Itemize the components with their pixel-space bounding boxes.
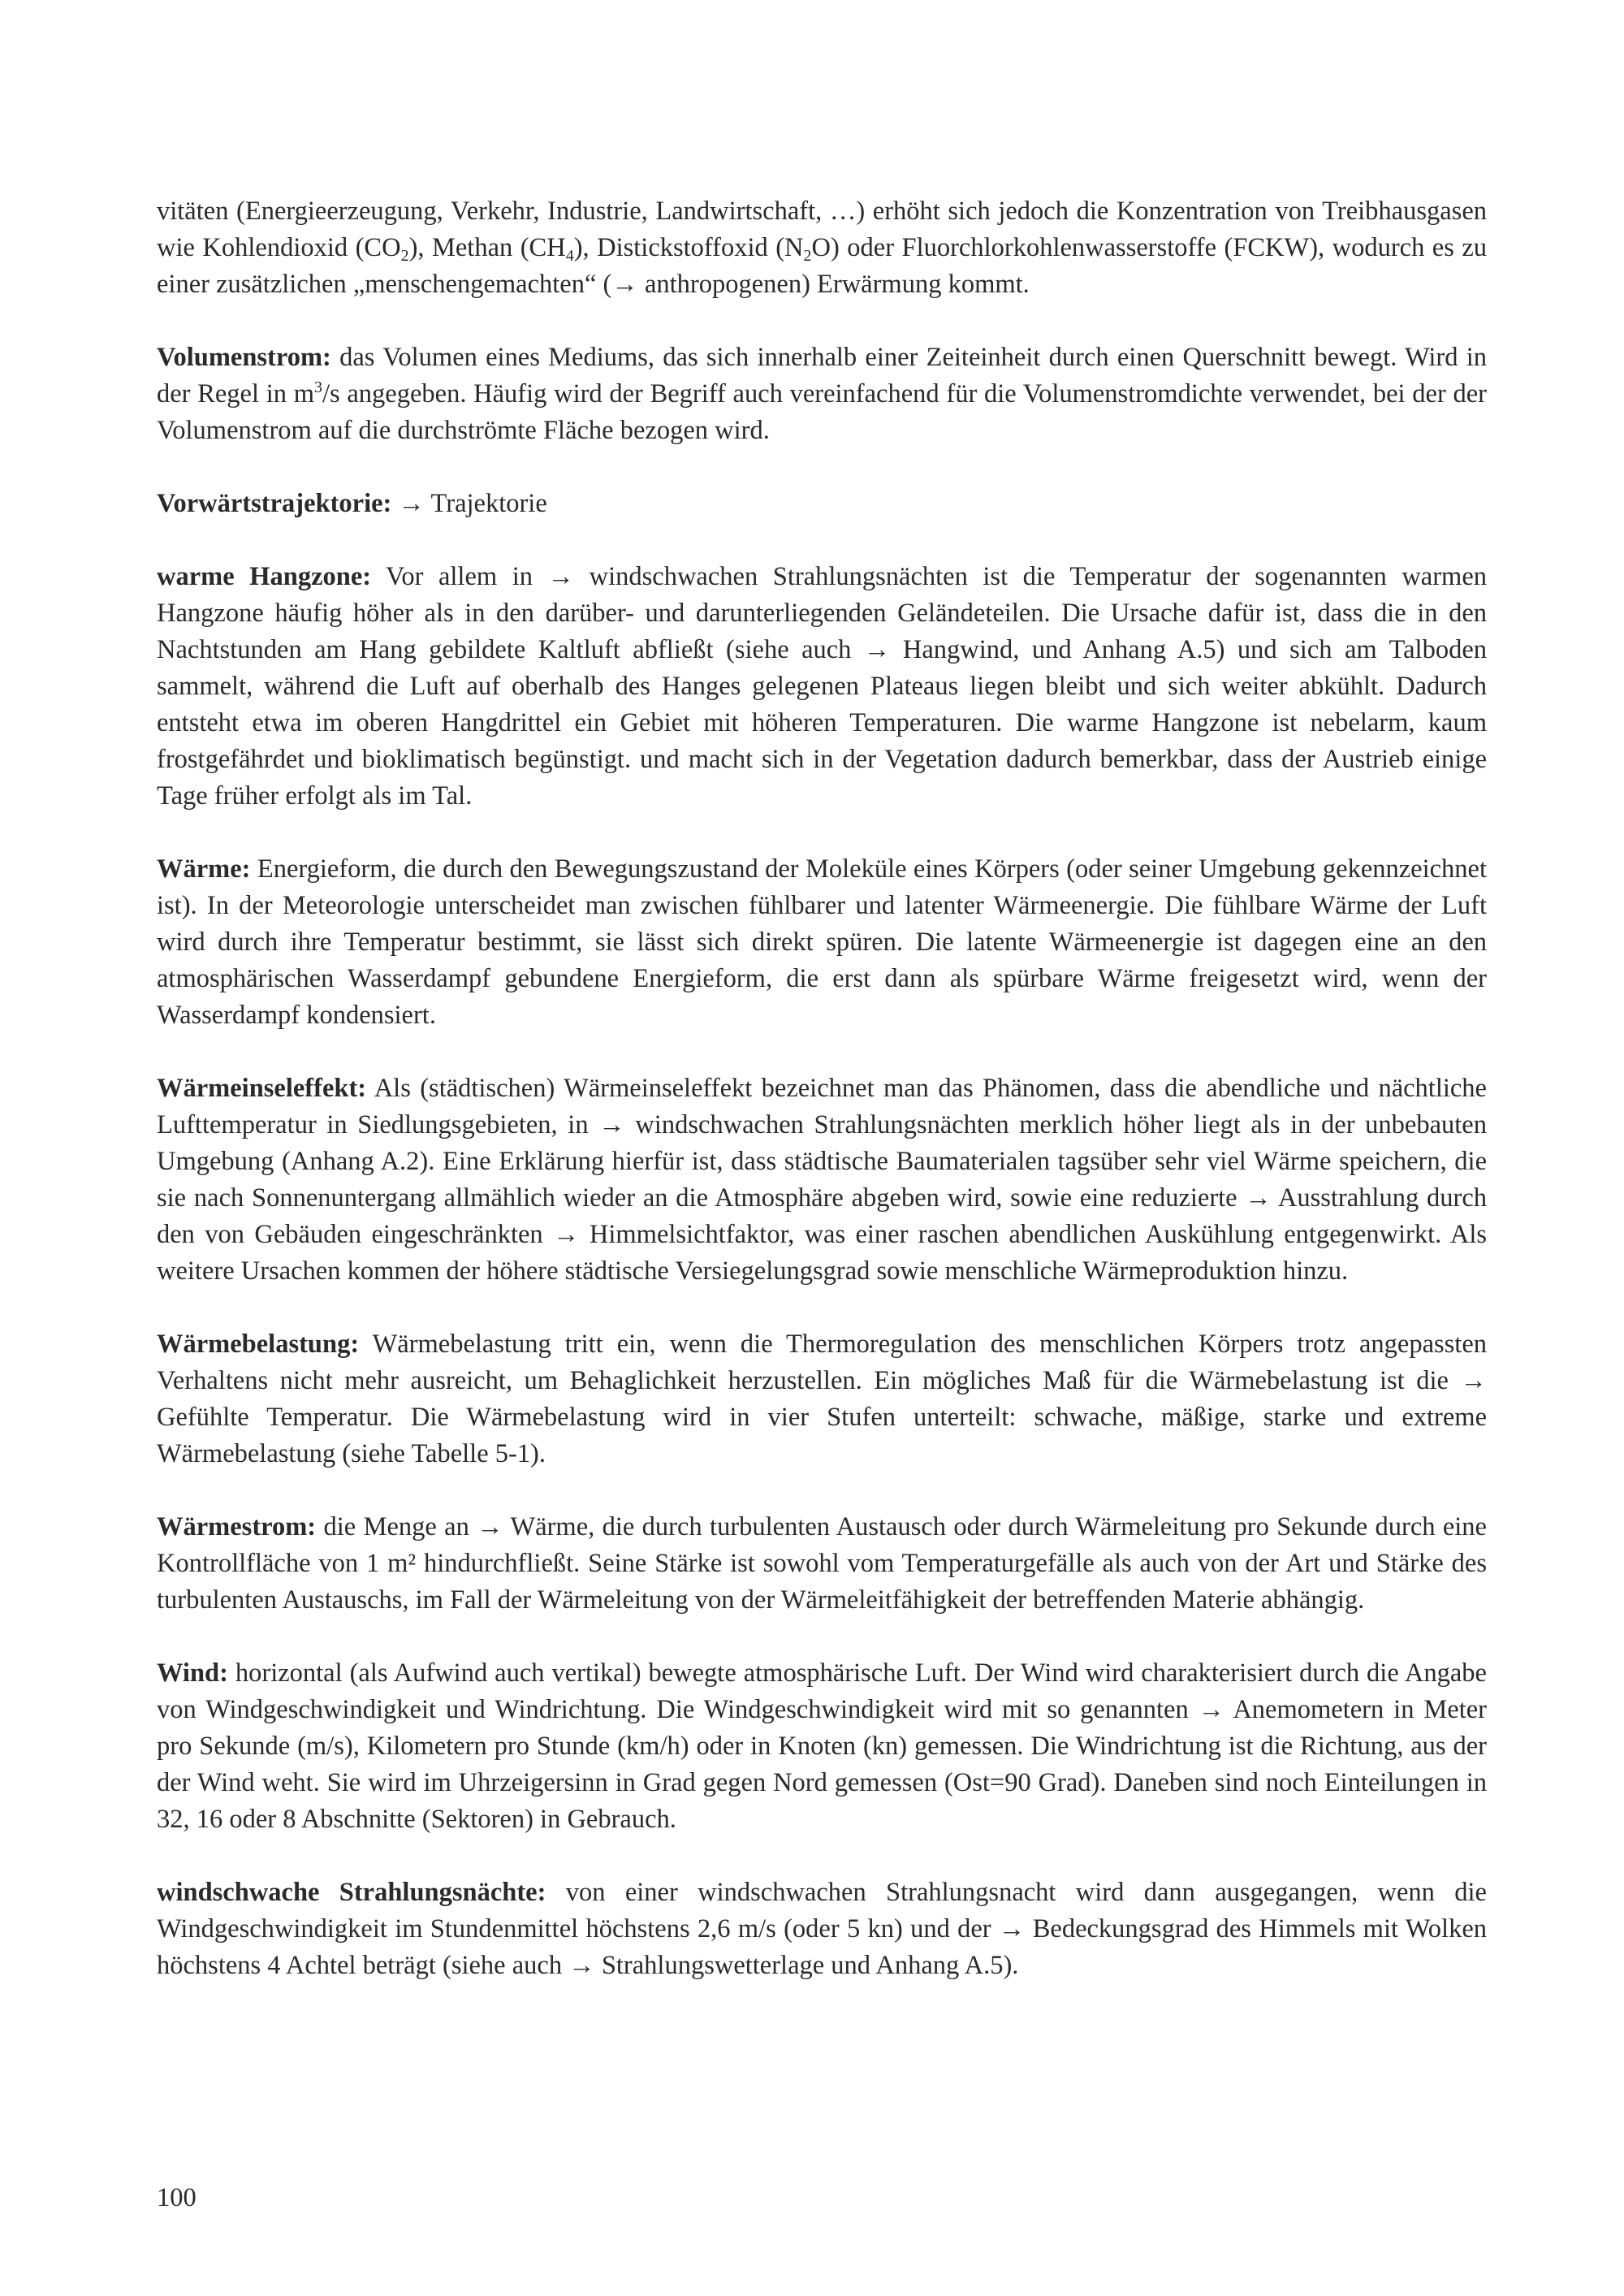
entry-vorwaertstrajektorie — [157, 486, 1487, 522]
entry-text: Wärmebelastung tritt ein, wenn die Thermoregulation des menschlichen Körpers trotz angepassten Verhaltens nicht mehr ausreicht, um Behaglichkeit herzustellen. Ein mögliches Maß für die Wärmebelastung ist die → Gefühlte Temperatur. Die Wärmebelastung wird in vier Stufen unterteilt: schwache, mäßige, starke und extreme Wärmebelastung (siehe Tabelle 5-1). — [157, 1330, 1487, 1468]
entry-term: Wind: — [157, 1658, 228, 1688]
entry-term: Volumenstrom: — [157, 343, 331, 372]
subscript: 4 — [565, 247, 574, 265]
subscript: 2 — [400, 247, 409, 265]
entry-term: Wärmebelastung: — [157, 1330, 360, 1359]
entry-waermestrom — [157, 1509, 1487, 1619]
entry-text: Energieform, die durch den Bewegungszustand der Moleküle eines Körpers (oder seiner Umgebung gekennzeichnet ist). In der Meteorologie unterscheidet man zwischen fühlbarer und latenter Wärmeenergie. Die fühlbare Wärme der Luft wird durch ihre Temperatur bestimmt, sie lässt sich direkt spüren. Die latente Wärmeenergie ist dagegen eine an den atmosphärischen Wasserdampf gebundene Energieform, die erst dann als spürbare Wärme freigesetzt wird, wenn der Wasserdampf kondensiert. — [157, 854, 1487, 1030]
entry-term: Wärme: — [157, 854, 251, 884]
entry-term: Vorwärtstrajektorie: — [157, 489, 392, 518]
paragraph-treibhausgase — [157, 193, 1487, 303]
superscript: 3 — [313, 378, 322, 396]
entry-text: von einer windschwachen Strahlungsnacht wird dann ausgegangen, wenn die Windgeschwindigkeit im Stundenmittel höchstens 2,6 m/s (oder 5 kn) und der → Bedeckungsgrad des Himmels mit Wolken höchstens 4 Achtel beträgt (siehe auch → Strahlungswetterlage und Anhang A.5). — [157, 1878, 1487, 1980]
text-run: vitäten (Energieerzeugung, Verkehr, Industrie, Landwirtschaft, …) erhöht sich jedoch die Konzentration von Treibhausgasen wie Kohlendioxid (CO — [157, 197, 1487, 262]
entry-term: Wärmestrom: — [157, 1512, 317, 1541]
entry-term: warme Hangzone: — [157, 562, 372, 591]
subscript: 2 — [803, 247, 812, 265]
entry-warme-hangzone — [157, 559, 1487, 815]
text-run: ), Methan (CH — [408, 233, 566, 262]
entry-text: horizontal (als Aufwind auch vertikal) bewegte atmosphärische Luft. Der Wind wird charakterisiert durch die Angabe von Windgeschwindigkeit und Windrichtung. Die Windgeschwindigkeit wird mit so genannten → Anemometern in Meter pro Sekunde (m/s), Kilometern pro Stunde (km/h) oder in Knoten (kn) gemessen. Die Windrichtung ist die Richtung, aus der der Wind weht. Sie wird im Uhrzeigersinn in Grad gegen Nord gemessen (Ost=90 Grad). Daneben sind noch Einteilungen in 32, 16 oder 8 Abschnitte (Sektoren) in Gebrauch. — [157, 1658, 1487, 1834]
entry-waerme — [157, 851, 1487, 1034]
page-number: 100 — [157, 2183, 197, 2212]
entry-text: Vor allem in → windschwachen Strahlungsnächten ist die Temperatur der sogenannten warmen Hangzone häufig höher als in den darüber- und darunterliegenden Geländeteilen. Die Ursache dafür ist, dass die in den Nachtstunden am Hang gebildete Kaltluft abfließt (siehe auch → Hangwind, und Anhang A.5) und sich am Talboden sammelt, während die Luft auf oberhalb des Hanges gelegenen Plateaus liegen bleibt und sich weiter abkühlt. Dadurch entsteht etwa im oberen Hangdrittel ein Gebiet mit höheren Temperaturen. Die warme Hangzone ist nebelarm, kaum frostgefährdet und bioklimatisch begünstigt. und macht sich in der Vegetation dadurch bemerkbar, dass der Austrieb einige Tage früher erfolgt als im Tal. — [157, 562, 1487, 811]
entry-term: windschwache Strahlungsnächte: — [157, 1878, 546, 1907]
entry-text: das Volumen eines Mediums, das sich innerhalb einer Zeiteinheit durch einen Querschnitt bewegt. Wird in der Regel in m — [157, 343, 1487, 409]
entry-term: Wärmeinseleffekt: — [157, 1074, 367, 1103]
text-run: ), Distickstoffoxid (N — [573, 233, 804, 262]
entry-waermeinseleffekt — [157, 1070, 1487, 1290]
entry-text: /s angegeben. Häufig wird der Begriff auch vereinfachend für die Volumenstromdichte verwendet, bei der der Volumenstrom auf die durchströmte Fläche bezogen wird. — [157, 379, 1487, 445]
entry-text: die Menge an → Wärme, die durch turbulenten Austausch oder durch Wärmeleitung pro Sekunde durch eine Kontrollfläche von 1 m² hindurchfließt. Seine Stärke ist sowohl vom Temperaturgefälle als auch von der Art und Stärke des turbulenten Austauschs, im Fall der Wärmeleitung von der Wärmeleitfähigkeit der betreffenden Materie abhängig. — [157, 1512, 1487, 1615]
entry-windschwache-strahlungsnaechte — [157, 1874, 1487, 1984]
entry-text: Als (städtischen) Wärmeinseleffekt bezeichnet man das Phänomen, dass die abendliche und nächtliche Lufttemperatur in Siedlungsgebieten, in → windschwachen Strahlungsnächten merklich höher liegt als in der unbebauten Umgebung (Anhang A.2). Eine Erklärung hierfür ist, dass städtische Baumaterialen tagsüber sehr viel Wärme speichern, die sie nach Sonnenuntergang allmählich wieder an die Atmosphäre abgeben wird, sowie eine reduzierte → Ausstrahlung durch den von Gebäuden eingeschränkten → Himmelsichtfaktor, was einer raschen abendlichen Auskühlung entgegenwirkt. Als weitere Ursachen kommen der höhere städtische Versiegelungsgrad sowie menschliche Wärmeproduktion hinzu. — [157, 1074, 1487, 1286]
entry-volumenstrom — [157, 339, 1487, 449]
text-run: O) oder Fluorchlorkohlenwasserstoffe (FCKW), wodurch es zu einer zusätzlichen „menschengemachten“ (→ anthropogenen) Erwärmung kommt. — [157, 233, 1488, 299]
document-page — [157, 193, 1487, 2021]
entry-wind — [157, 1655, 1487, 1838]
entry-text: → Trajektorie — [391, 489, 547, 518]
entry-waermebelastung — [157, 1326, 1487, 1472]
